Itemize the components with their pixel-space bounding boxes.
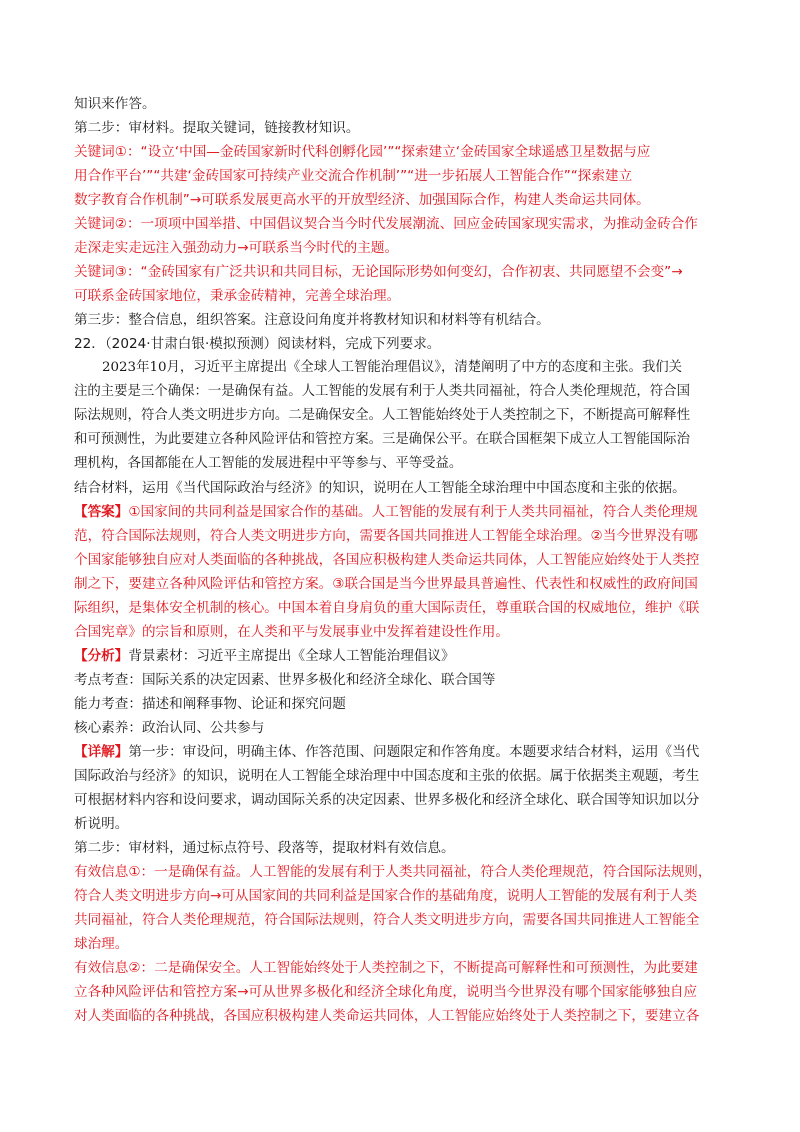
- line-text: 能力考查：描述和阐释事物、论证和探究问题: [74, 696, 346, 712]
- text-line: [74, 452, 729, 476]
- line-text: 共同福祉，符合人类伦理规范，符合国际法规则，符合人类文明进步方向，需要各国共同推进人工智能全: [74, 912, 700, 928]
- line-text: 知识来作答。: [74, 96, 156, 112]
- text-line: [74, 644, 729, 668]
- text-line: [74, 332, 729, 356]
- line-text: 合国宪章》的宗旨和原则，在人类和平与发展事业中发挥着建设性作用。: [74, 624, 509, 640]
- text-line: [74, 764, 729, 788]
- text-line: [74, 860, 729, 884]
- line-text: 个国家能够独自应对人类面临的各种挑战，各国应积极构建人类命运共同体，人工智能应始终处于人类控: [74, 552, 700, 568]
- text-line: [74, 908, 729, 932]
- text-line: [74, 140, 729, 164]
- line-text: 22．（2024·甘肃白银·模拟预测）阅读材料，完成下列要求。: [74, 336, 441, 352]
- text-line: [74, 92, 729, 116]
- text-line: [74, 356, 729, 380]
- line-text: 第三步：整合信息，组织答案。注意设问角度并将教材知识和材料等有机结合。: [74, 312, 550, 328]
- text-line: [74, 620, 729, 644]
- line-text: 关键词①：“设立‘中国—金砖国家新时代科创孵化园’”“探索建立‘金砖国家全球遥感卫星数据与应: [74, 144, 651, 160]
- text-line: [74, 116, 729, 140]
- line-text: 对人类面临的各种挑战，各国应积极构建人类命运共同体，人工智能应始终处于人类控制之下，要建立各: [74, 1008, 700, 1024]
- section-tag: 【分析】: [74, 648, 129, 664]
- text-line: [74, 740, 729, 764]
- text-line: [74, 572, 729, 596]
- line-text: 用合作平台’”“共建‘金砖国家可持续产业交流合作机制’”“进一步拓展人工智能合作”“探索建立: [74, 168, 633, 184]
- text-line: [74, 980, 729, 1004]
- line-text: 有效信息②：二是确保安全。人工智能始终处于人类控制之下，不断提高可解释性和可预测性，为此要建: [74, 960, 698, 976]
- text-line: [74, 812, 729, 836]
- text-line: [74, 884, 729, 908]
- text-line: [74, 1004, 729, 1028]
- text-line: [74, 188, 729, 212]
- text-line: [74, 500, 729, 524]
- section-tag: 【答案】: [74, 504, 129, 520]
- line-text: ①国家间的共同利益是国家合作的基础。人工智能的发展有利于人类共同福祉，符合人类伦理规: [128, 504, 698, 520]
- text-line: [74, 284, 729, 308]
- line-text: 国际政治与经济》的知识，说明在人工智能全球治理中中国态度和主张的依据。属于依据类主观题，考生: [74, 768, 700, 784]
- line-text: 结合材料，运用《当代国际政治与经济》的知识，说明在人工智能全球治理中中国态度和主张的依据。: [74, 480, 686, 496]
- line-text: 走深走实走远注入强劲动力→可联系当今时代的主题。: [74, 240, 399, 256]
- line-text: 第二步：审材料。提取关键词，链接教材知识。: [74, 120, 360, 136]
- line-text: 立各种风险评估和管控方案→可从世界多极化和经济全球化角度，说明当今世界没有哪个国家能够独自应: [74, 984, 698, 1000]
- text-line: [74, 596, 729, 620]
- line-text: 数字教育合作机制”→可联系发展更高水平的开放型经济、加强国际合作，构建人类命运共同体。: [74, 192, 650, 208]
- line-text: 理机构，各国都能在人工智能的发展进程中平等参与、平等受益。: [74, 456, 463, 471]
- text-line: [74, 428, 729, 452]
- line-text: 符合人类文明进步方向→可从国家间的共同利益是国家合作的基础角度，说明人工智能的发展有利于人类: [74, 888, 698, 904]
- line-text: 2023年10月，习近平主席提出《全球人工智能治理倡议》，清楚阐明了中方的态度和主张。我们关: [102, 360, 683, 375]
- line-text: 第二步：审材料，通过标点符号、段落等，提取材料有效信息。: [74, 840, 455, 856]
- line-text: 制之下，要建立各种风险评估和管控方案。③联合国是当今世界最具普遍性、代表性和权威性的政府间国: [74, 576, 698, 592]
- line-text: 可根据材料内容和设问要求，调动国际关系的决定因素、世界多极化和经济全球化、联合国等知识加以分: [74, 792, 700, 808]
- text-line: [74, 668, 729, 692]
- text-line: [74, 212, 729, 236]
- text-line: [74, 788, 729, 812]
- line-text: 关键词③：“金砖国家有广泛共识和共同目标，无论国际形势如何变幻，合作初衷、共同愿望不会变”→: [74, 264, 683, 280]
- line-text: 第一步：审设问，明确主体、作答范围、问题限定和作答角度。本题要求结合材料，运用《当代: [128, 744, 700, 760]
- text-line: [74, 380, 729, 404]
- line-text: 际组织，是集体安全机制的核心。中国本着自身肩负的重大国际责任，尊重联合国的权威地位，维护《联: [74, 600, 700, 616]
- text-line: [74, 164, 729, 188]
- text-line: [74, 692, 729, 716]
- line-text: 关键词②：一项项中国举措、中国倡议契合当今时代发展潮流、回应金砖国家现实需求，为推动金砖合作: [74, 216, 698, 232]
- section-tag: 【详解】: [74, 744, 129, 760]
- line-text: 可联系金砖国家地位，秉承金砖精神，完善全球治理。: [74, 288, 401, 304]
- text-line: [74, 308, 729, 332]
- line-text: 球治理。: [74, 936, 129, 952]
- line-text: 际法规则，符合人类文明进步方向。二是确保安全。人工智能始终处于人类控制之下，不断提高可解释性: [74, 408, 690, 423]
- text-line: [74, 476, 729, 500]
- text-line: [74, 956, 729, 980]
- line-text: 注的主要是三个确保：一是确保有益。人工智能的发展有利于人类共同福祉，符合人类伦理规范，符合国: [74, 384, 690, 399]
- text-line: [74, 236, 729, 260]
- text-line: [74, 836, 729, 860]
- line-text: 核心素养：政治认同、公共参与: [74, 720, 265, 736]
- line-text: 考点考查：国际关系的决定因素、世界多极化和经济全球化、联合国等: [74, 672, 496, 688]
- line-text: 背景素材：习近平主席提出《全球人工智能治理倡议》: [128, 648, 455, 664]
- line-text: 有效信息①：一是确保有益。人工智能的发展有利于人类共同福祉，符合人类伦理规范，符合国际法规则，: [74, 864, 712, 880]
- text-line: [74, 716, 729, 740]
- text-line: [74, 260, 729, 284]
- text-line: [74, 524, 729, 548]
- line-text: 和可预测性，为此要建立各种风险评估和管控方案。三是确保公平。在联合国框架下成立人工智能国际治: [74, 432, 690, 447]
- text-line: [74, 404, 729, 428]
- line-text: 析说明。: [74, 816, 129, 832]
- document-page: [74, 92, 729, 1028]
- line-text: 范，符合国际法规则，符合人类文明进步方向，需要各国共同推进人工智能全球治理。②当今世界没有哪: [74, 528, 698, 544]
- text-line: [74, 548, 729, 572]
- text-line: [74, 932, 729, 956]
